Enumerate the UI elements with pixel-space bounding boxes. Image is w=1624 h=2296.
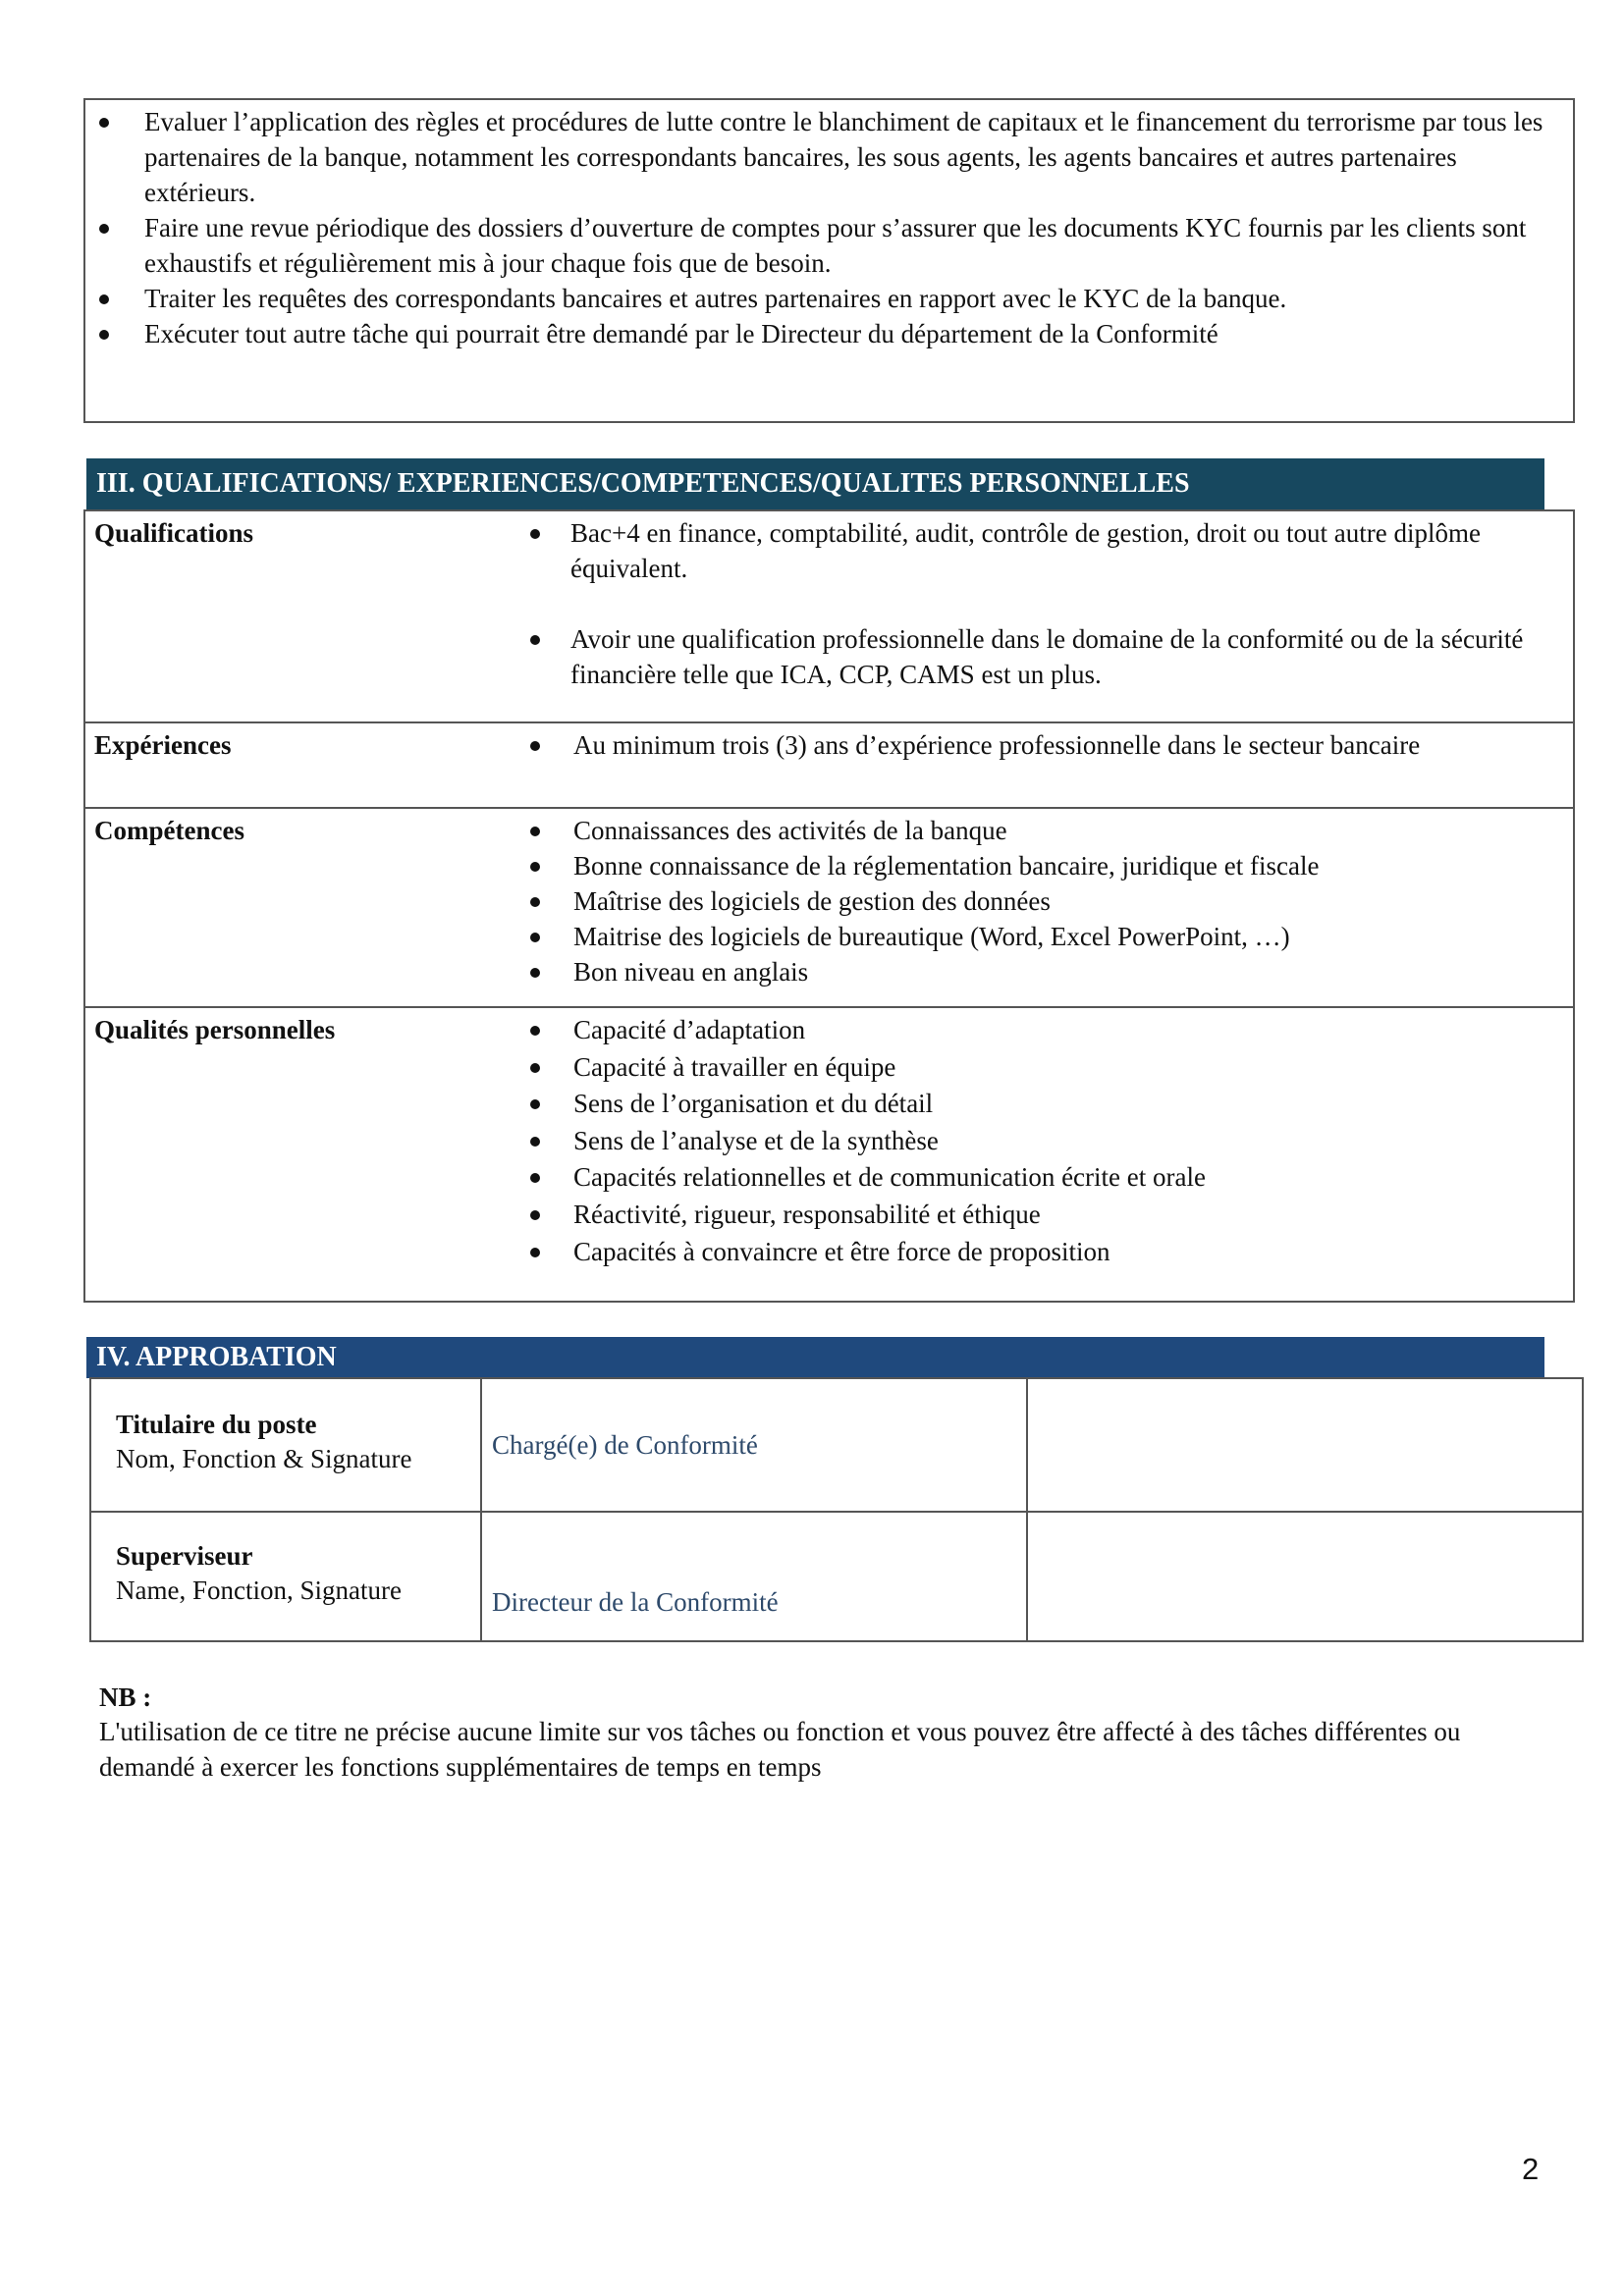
list-item: Réactivité, rigueur, responsabilité et éthique <box>517 1197 1543 1234</box>
list-item: Traiter les requêtes des correspondants bancaires et autres partenaires en rapport avec le KYC de la banque. <box>85 281 1573 316</box>
table-row-qualifications <box>85 509 1573 721</box>
list-item: Sens de l’analyse et de la synthèse <box>517 1123 1543 1160</box>
nb-label: NB : <box>99 1682 152 1712</box>
signature-cell[interactable] <box>1028 1513 1582 1642</box>
list-item: Bon niveau en anglais <box>517 954 1543 989</box>
qualifications-table <box>83 509 1575 1303</box>
list-item: Capacités relationnelles et de communication écrite et orale <box>517 1159 1543 1197</box>
row-label: Qualifications <box>94 518 254 548</box>
list-item: Faire une revue périodique des dossiers d’ouverture de comptes pour s’assurer que les documents KYC fournis par les clients sont exhaustifs et régulièrement mis à jour chaque fois que de besoin. <box>85 210 1573 281</box>
list-item: Bonne connaissance de la réglementation bancaire, juridique et fiscale <box>517 848 1543 883</box>
approbation-table <box>89 1377 1584 1642</box>
table-row-qualites-personnelles <box>85 1006 1573 1303</box>
section-header-qualifications: III. QUALIFICATIONS/ EXPERIENCES/COMPETENCES/QUALITES PERSONNELLES <box>86 458 1544 509</box>
signatory-subtitle: Nom, Fonction & Signature <box>116 1444 412 1473</box>
list-item: Evaluer l’application des règles et procédures de lutte contre le blanchiment de capitaux et le financement du terrorisme par tous les partenaires de la banque, notamment les correspondants bancaires, les sous agents, les agents bancaires et autres partenaires extérieurs. <box>85 104 1573 210</box>
list-item: Bac+4 en finance, comptabilité, audit, contrôle de gestion, droit ou tout autre diplôme équivalent. <box>517 515 1543 586</box>
row-label: Expériences <box>94 730 232 760</box>
role-text: Chargé(e) de Conformité <box>492 1430 758 1460</box>
table-row-titulaire <box>91 1379 1582 1511</box>
row-label: Qualités personnelles <box>94 1015 336 1044</box>
row-items <box>517 727 1543 763</box>
table-row-experiences <box>85 721 1573 807</box>
row-items <box>517 515 1543 692</box>
page-number: 2 <box>1522 2152 1540 2186</box>
table-row-competences <box>85 807 1573 1006</box>
role-cell <box>482 1379 1028 1511</box>
row-items <box>517 813 1543 989</box>
list-item: Maîtrise des logiciels de gestion des données <box>517 883 1543 919</box>
list-item: Au minimum trois (3) ans d’expérience professionnelle dans le secteur bancaire <box>517 727 1543 763</box>
list-item: Maitrise des logiciels de bureautique (Word, Excel PowerPoint, …) <box>517 919 1543 954</box>
section-header-approbation: IV. APPROBATION <box>86 1337 1544 1378</box>
nb-text: L'utilisation de ce titre ne précise aucune limite sur vos tâches ou fonction et vous pouvez être affecté à des tâches différentes ou demandé à exercer les fonctions supplémentaires de temps en temps <box>99 1717 1461 1782</box>
role-text: Directeur de la Conformité <box>492 1587 779 1617</box>
list-item: Connaissances des activités de la banque <box>517 813 1543 848</box>
responsibilities-list <box>85 104 1573 351</box>
row-label: Compétences <box>94 816 244 845</box>
responsibilities-box <box>83 98 1575 423</box>
signature-cell[interactable] <box>1028 1379 1582 1511</box>
list-item: Capacité d’adaptation <box>517 1012 1543 1049</box>
signatory-cell <box>91 1379 482 1511</box>
list-item: Sens de l’organisation et du détail <box>517 1086 1543 1123</box>
role-cell <box>482 1513 1028 1642</box>
signatory-cell <box>91 1513 482 1642</box>
list-item: Capacités à convaincre et être force de proposition <box>517 1234 1543 1271</box>
signatory-title: Titulaire du poste <box>116 1410 317 1439</box>
row-items <box>517 1012 1543 1270</box>
signatory-title: Superviseur <box>116 1541 253 1571</box>
list-item: Capacité à travailler en équipe <box>517 1049 1543 1087</box>
list-item: Avoir une qualification professionnelle dans le domaine de la conformité ou de la sécurité financière telle que ICA, CCP, CAMS est un plus. <box>517 621 1543 692</box>
table-row-superviseur <box>91 1511 1582 1642</box>
signatory-subtitle: Name, Fonction, Signature <box>116 1575 402 1605</box>
list-item: Exécuter tout autre tâche qui pourrait être demandé par le Directeur du département de la Conformité <box>85 316 1573 351</box>
